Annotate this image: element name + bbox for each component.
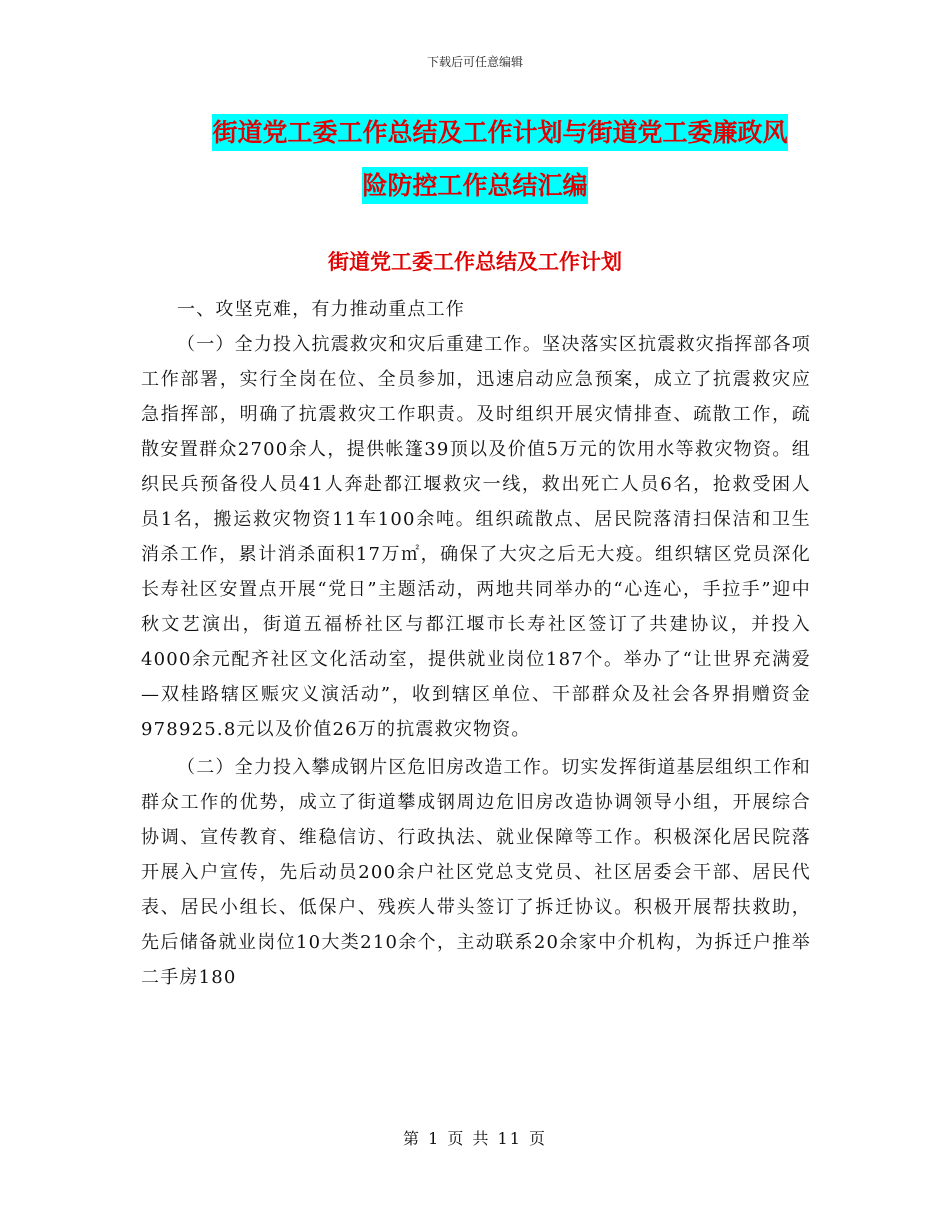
- header-note: 下载后可任意编辑: [426, 55, 523, 69]
- title-line-2-text: 险防控工作总结汇编: [362, 167, 587, 204]
- title-line-1: [0, 106, 950, 159]
- paragraph-2: （二）全力投入攀成钢片区危旧房改造工作。切实发挥街道基层组织工作和群众工作的优势，成立了街道攀成钢周边危旧房改造协调领导小组，开展综合协调、宣传教育、维稳信访、行政执法、就业保障等工作。积极深化居民院落开展入户宣传，先后动员200余户社区党总支党员、社区居委会干部、居民代表、居民小组长、低保户、残疾人带头签订了拆迁协议。积极开展帮扶救助，先后储备就业岗位10大类210余个，主动联系20余家中介机构，为拆迁户推举二手房180: [141, 757, 811, 988]
- page-number: 第 1 页 共 11 页: [403, 1129, 547, 1148]
- title-line-2: [362, 167, 587, 204]
- title-line-1-text: 街道党工委工作总结及工作计划与街道党工委廉政风: [212, 114, 787, 151]
- document-body: [141, 292, 811, 995]
- paragraph-1: （一）全力投入抗震救灾和灾后重建工作。坚决落实区抗震救灾指挥部各项工作部署，实行全岗在位、全员参加，迅速启动应急预案，成立了抗震救灾应急指挥部，明确了抗震救灾工作职责。及时组织开展灾情排查、疏散工作，疏散安置群众2700余人，提供帐篷39顶以及价值5万元的饮用水等救灾物资。组织民兵预备役人员41人奔赴都江堰救灾一线，救出死亡人员6名，抢救受困人员1名，搬运救灾物资11车100余吨。组织疏散点、居民院落清扫保洁和卫生消杀工作，累计消杀面积17万㎡，确保了大灾之后无大疫。组织辖区党员深化长寿社区安置点开展“党日”主题活动，两地共同举办的“心连心，手拉手”迎中秋文艺演出，街道五福桥社区与都江堰市长寿社区签订了共建协议，并投入4000余元配齐社区文化活动室，提供就业岗位187个。举办了“让世界充满爱—双桂路辖区赈灾义演活动”，收到辖区单位、干部群众及社会各界捐赠资金978925.8元以及价值26万的抗震救灾物资。: [141, 334, 811, 740]
- heading-1: 一、攻坚克难，有力推动重点工作: [177, 299, 465, 320]
- section-title: 街道党工委工作总结及工作计划: [328, 250, 622, 274]
- document-title: [0, 106, 950, 212]
